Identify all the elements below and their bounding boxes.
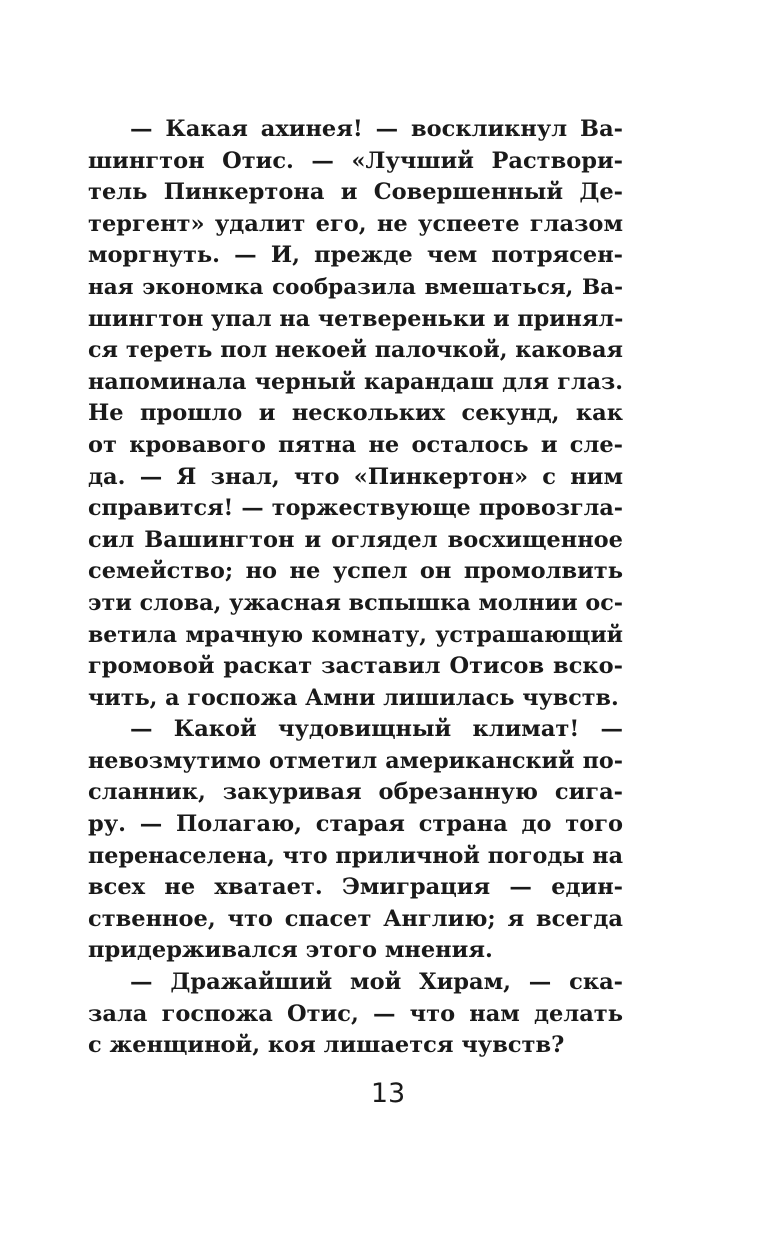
- text-line: ная экономка сообразила вмешаться, Ва-: [88, 274, 623, 300]
- text-line: зала госпожа Отис, — что нам делать: [88, 1000, 623, 1027]
- text-line: всех не хватает. Эмиграция — един-: [88, 874, 623, 901]
- text-line: шингтон Отис. — «Лучший Раствори-: [88, 147, 623, 174]
- text-line: моргнуть. — И, прежде чем потрясен-: [88, 242, 623, 269]
- text-line: сланник, закуривая обрезанную сига-: [88, 779, 623, 806]
- text-line: — Какой чудовищный климат! —: [130, 716, 623, 743]
- text-line: да. — Я знал, что «Пинкертон» с ним: [88, 463, 623, 490]
- page-number: 13: [370, 1078, 406, 1109]
- text-line: — Дражайший мой Хирам, — ска-: [130, 969, 623, 996]
- text-line: перенаселена, что приличной погоды на: [88, 842, 623, 869]
- text-line: придерживался этого мнения.: [88, 937, 493, 964]
- text-line: громовой раскат заставил Отисов вско-: [88, 653, 623, 680]
- text-line: ся тереть пол некоей палочкой, каковая: [88, 337, 623, 364]
- text-line: справится! — торжествующе провозгла-: [88, 495, 623, 522]
- text-line: — Какая ахинея! — воскликнул Ва-: [130, 116, 623, 142]
- body-text: [88, 114, 623, 1062]
- text-line: шингтон упал на четвереньки и принял-: [88, 305, 623, 332]
- text-line: тергент» удалит его, не успеете глазом: [88, 210, 623, 237]
- text-line: напоминала черный карандаш для глаз.: [88, 368, 623, 395]
- text-line: ру. — Полагаю, старая страна до того: [88, 811, 623, 838]
- text-line: невозмутимо отметил американский по-: [88, 747, 623, 774]
- text-line: чить, а госпожа Амни лишилась чувств.: [88, 684, 619, 711]
- text-line: семейство; но не успел он промолвить: [88, 558, 623, 585]
- text-line: эти слова, ужасная вспышка молнии ос-: [88, 589, 623, 616]
- text-line: ственное, что спасет Англию; я всегда: [88, 905, 623, 932]
- text-line: сил Вашингтон и оглядел восхищенное: [88, 526, 623, 553]
- text-line: от кровавого пятна не осталось и сле-: [88, 431, 623, 458]
- text-line: Не прошло и нескольких секунд, как: [88, 400, 623, 427]
- text-line: ветила мрачную комнату, устрашающий: [88, 621, 623, 648]
- text-line: с женщиной, коя лишается чувств?: [88, 1032, 565, 1059]
- text-line: тель Пинкертона и Совершенный Де-: [88, 179, 623, 206]
